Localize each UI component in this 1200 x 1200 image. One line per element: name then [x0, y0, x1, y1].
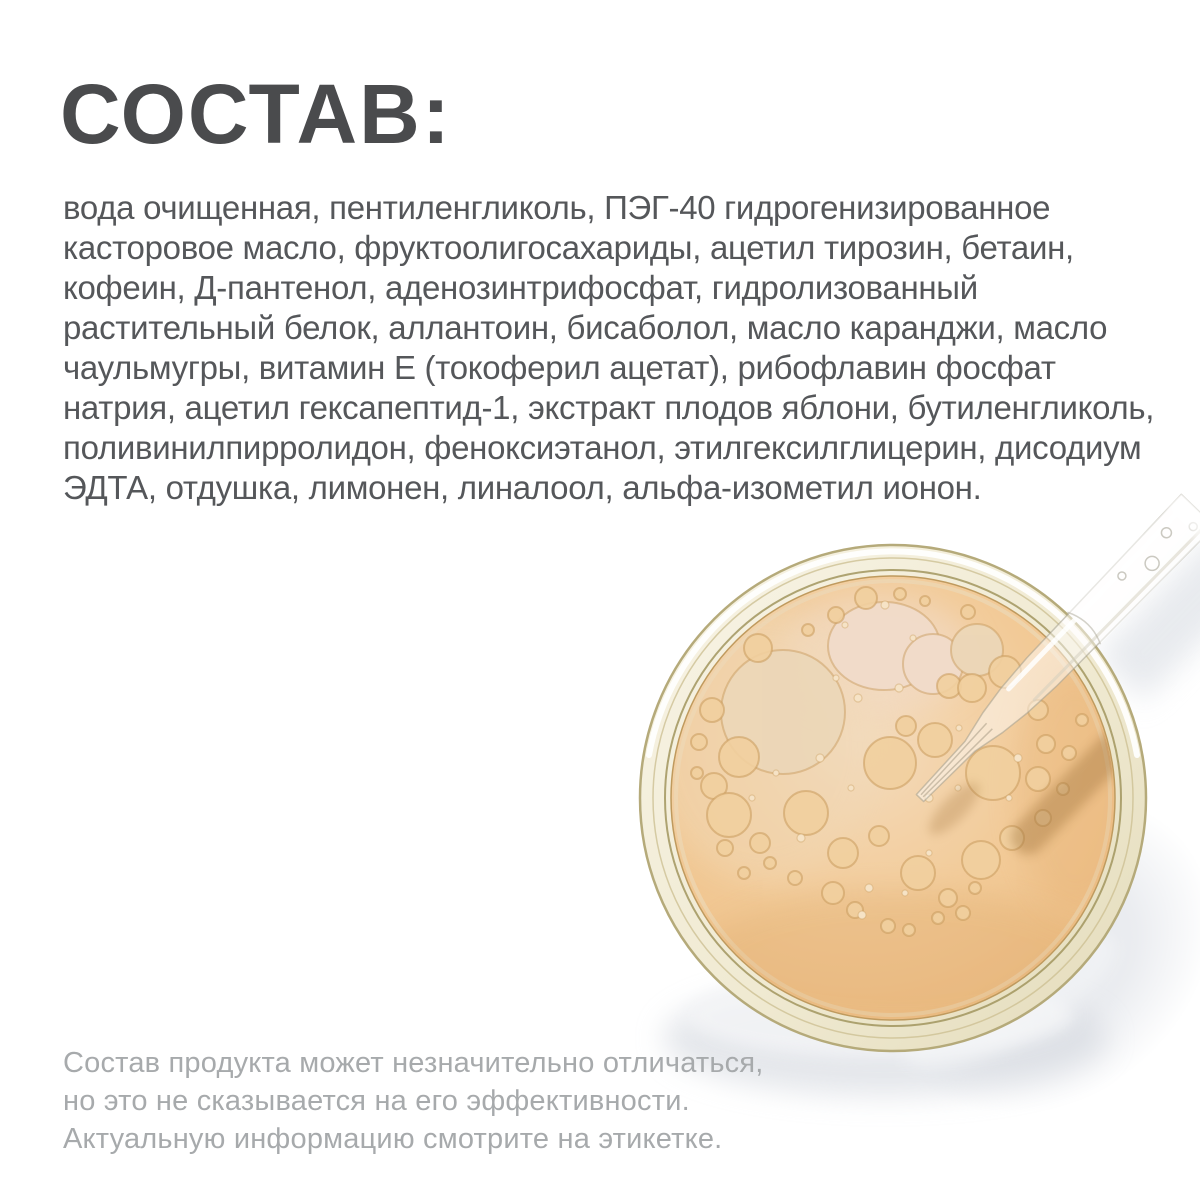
page-title: СОСТАВ:	[60, 67, 452, 161]
disclaimer-line: но это не сказывается на его эффективности.	[63, 1085, 690, 1117]
disclaimer-line: Актуальную информацию смотрите на этикетке.	[63, 1123, 723, 1155]
disclaimer	[63, 1044, 764, 1158]
ingredients-text: вода очищенная, пентиленгликоль, ПЭГ-40 гидрогенизированное касторовое масло, фруктоолигосахариды, ацетил тирозин, бетаин, кофеин, Д-пантенол, аденозинтрифосфат, гидролизованный растительный белок, аллантоин, бисаболол, масло каранджи, масло чаульмугры, витамин Е (токоферил ацетат), рибофлавин фосфат натрия, ацетил гексапептид-1, экстракт плодов яблони, бутиленгликоль, поливинилпирролидон, феноксиэтанол, этилгексилглицерин, дисодиум ЭДТА, отдушка, лимонен, линалоол, альфа-изометил ионон.	[63, 189, 1155, 506]
disclaimer-line: Состав продукта может незначительно отличаться,	[63, 1047, 764, 1079]
